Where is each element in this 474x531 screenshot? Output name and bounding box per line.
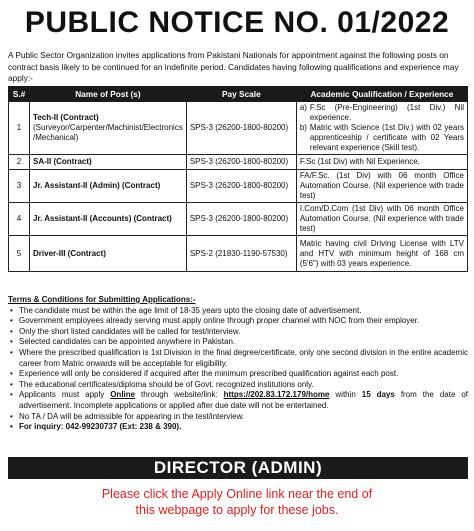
- post-name: Tech-II (Contract): [33, 113, 99, 122]
- row-post: [30, 102, 187, 155]
- table-row: [9, 236, 468, 272]
- apply-notice: [0, 486, 474, 518]
- list-item: • Selected candidates can be appointed anywhere in Pakistan.: [8, 337, 468, 348]
- online-days: 15 days: [361, 390, 395, 400]
- row-scale: SPS-3 (26200-1800-80200): [186, 102, 296, 155]
- online-text-post: from the date of advertisement. Incomplete applications or applied after due date will not be entertained.: [19, 390, 468, 410]
- row-qualification: Matric having civil Driving License with LTV and HTV with minimum height of 168 cm (5'6") with 03 years experience.: [296, 236, 467, 272]
- row-sno: 1: [9, 102, 30, 155]
- row-sno: 3: [9, 170, 30, 203]
- row-qualification: I.Com/D.Com (1st Div) with 06 month Office Automation Course. (Nil experience with trade test): [296, 203, 467, 236]
- row-post: Jr. Assistant-II (Admin) (Contract): [30, 170, 187, 203]
- list-item-apply-online: [8, 390, 468, 411]
- row-scale: SPS-3 (26200-1800-80200): [186, 170, 296, 203]
- option-text: Matric with Science (1st Div.) with 02 years apprenticeship / certificate with 02 Years relevant experience (Skill test).: [309, 123, 464, 152]
- qualification-option-a: [300, 103, 464, 123]
- list-item: • Government employees already serving must apply online through proper channel with NOC from their employer.: [8, 316, 468, 327]
- posts-table: [8, 86, 468, 272]
- row-qualification: F.Sc (1st Div) with Nil Experience.: [296, 155, 467, 170]
- online-text-mid: through website/link:: [135, 390, 224, 400]
- row-sno: 5: [9, 236, 30, 272]
- row-scale: SPS-2 (21830-1190-57530): [186, 236, 296, 272]
- list-item: • Experience will only be considered if acquired after the minimum prescribed qualification against each post.: [8, 369, 468, 380]
- list-item: • No TA / DA will be admissible for appearing in the test/interview.: [8, 412, 468, 423]
- apply-notice-line2: this webpage to apply for these jobs.: [135, 503, 339, 517]
- online-text-mid2: within: [329, 390, 362, 400]
- option-key: a): [299, 103, 307, 112]
- qualification-option-b: [300, 123, 464, 153]
- list-item: • The candidate must be within the age limit of 18-35 years upto the closing date of advertisement.: [8, 306, 468, 317]
- online-word: Online: [110, 390, 136, 400]
- table-header-row: [9, 87, 468, 102]
- header-post: Name of Post (s): [30, 87, 187, 102]
- table-row: [9, 170, 468, 203]
- online-text-pre: Applicants must apply: [19, 390, 111, 400]
- director-banner: DIRECTOR (ADMIN): [8, 457, 468, 479]
- apply-notice-line1: Please click the Apply Online link near the end of: [101, 487, 373, 501]
- page-title: PUBLIC NOTICE NO. 01/2022: [0, 0, 474, 46]
- row-qualification: FA/F.Sc. (1st Div) with 06 month Office Automation Course. (Nil experience with trade test): [296, 170, 467, 203]
- row-scale: SPS-3 (26200-1800-80200): [186, 203, 296, 236]
- row-sno: 4: [9, 203, 30, 236]
- header-qualification: Academic Qualification / Experience: [296, 87, 467, 102]
- list-item: • Where the prescribed qualification is 1st Division in the final degree/certificate, only one second division in the entire academic career from Matric onwards will be acceptable for eligibility.: [8, 348, 468, 369]
- terms-list: [8, 306, 468, 433]
- header-scale: Pay Scale: [186, 87, 296, 102]
- option-text: F.Sc (Pre-Engineering) (1st Div.) Nil experience.: [309, 103, 464, 122]
- table-row: [9, 203, 468, 236]
- header-sno: S.#: [9, 87, 30, 102]
- terms-section: [8, 295, 468, 433]
- row-post: Driver-III (Contract): [30, 236, 187, 272]
- terms-title: Terms & Conditions for Submitting Applications:-: [8, 295, 196, 304]
- table-row: [9, 102, 468, 155]
- intro-paragraph: A Public Sector Organization invites applications from Pakistani Nationals for appointment against the following posts on contract basis likely to be continued for an indefinite period. Candidates having following qualifications and experience may apply:-: [8, 50, 459, 83]
- inquiry-line: • For inquiry: 042-99230737 (Ext: 238 & 390).: [8, 422, 468, 433]
- row-post: SA-II (Contract): [30, 155, 187, 170]
- row-post: Jr. Assistant-II (Accounts) (Contract): [30, 203, 187, 236]
- apply-online-link[interactable]: https://202.83.172.179/home: [223, 390, 330, 400]
- option-key: b): [299, 123, 307, 132]
- row-sno: 2: [9, 155, 30, 170]
- table-row: [9, 155, 468, 170]
- list-item: • Only the short listed candidates will be called for test/interview.: [8, 327, 468, 338]
- post-subtitle: (Surveyor/Carpenter/Machinist/Electronics /Mechanical): [33, 123, 183, 142]
- row-scale: SPS-3 (26200-1800-80200): [186, 155, 296, 170]
- list-item: • The educational certificates/diploma should be of Govt. recognized institutions only.: [8, 380, 468, 391]
- row-qualification: [296, 102, 467, 155]
